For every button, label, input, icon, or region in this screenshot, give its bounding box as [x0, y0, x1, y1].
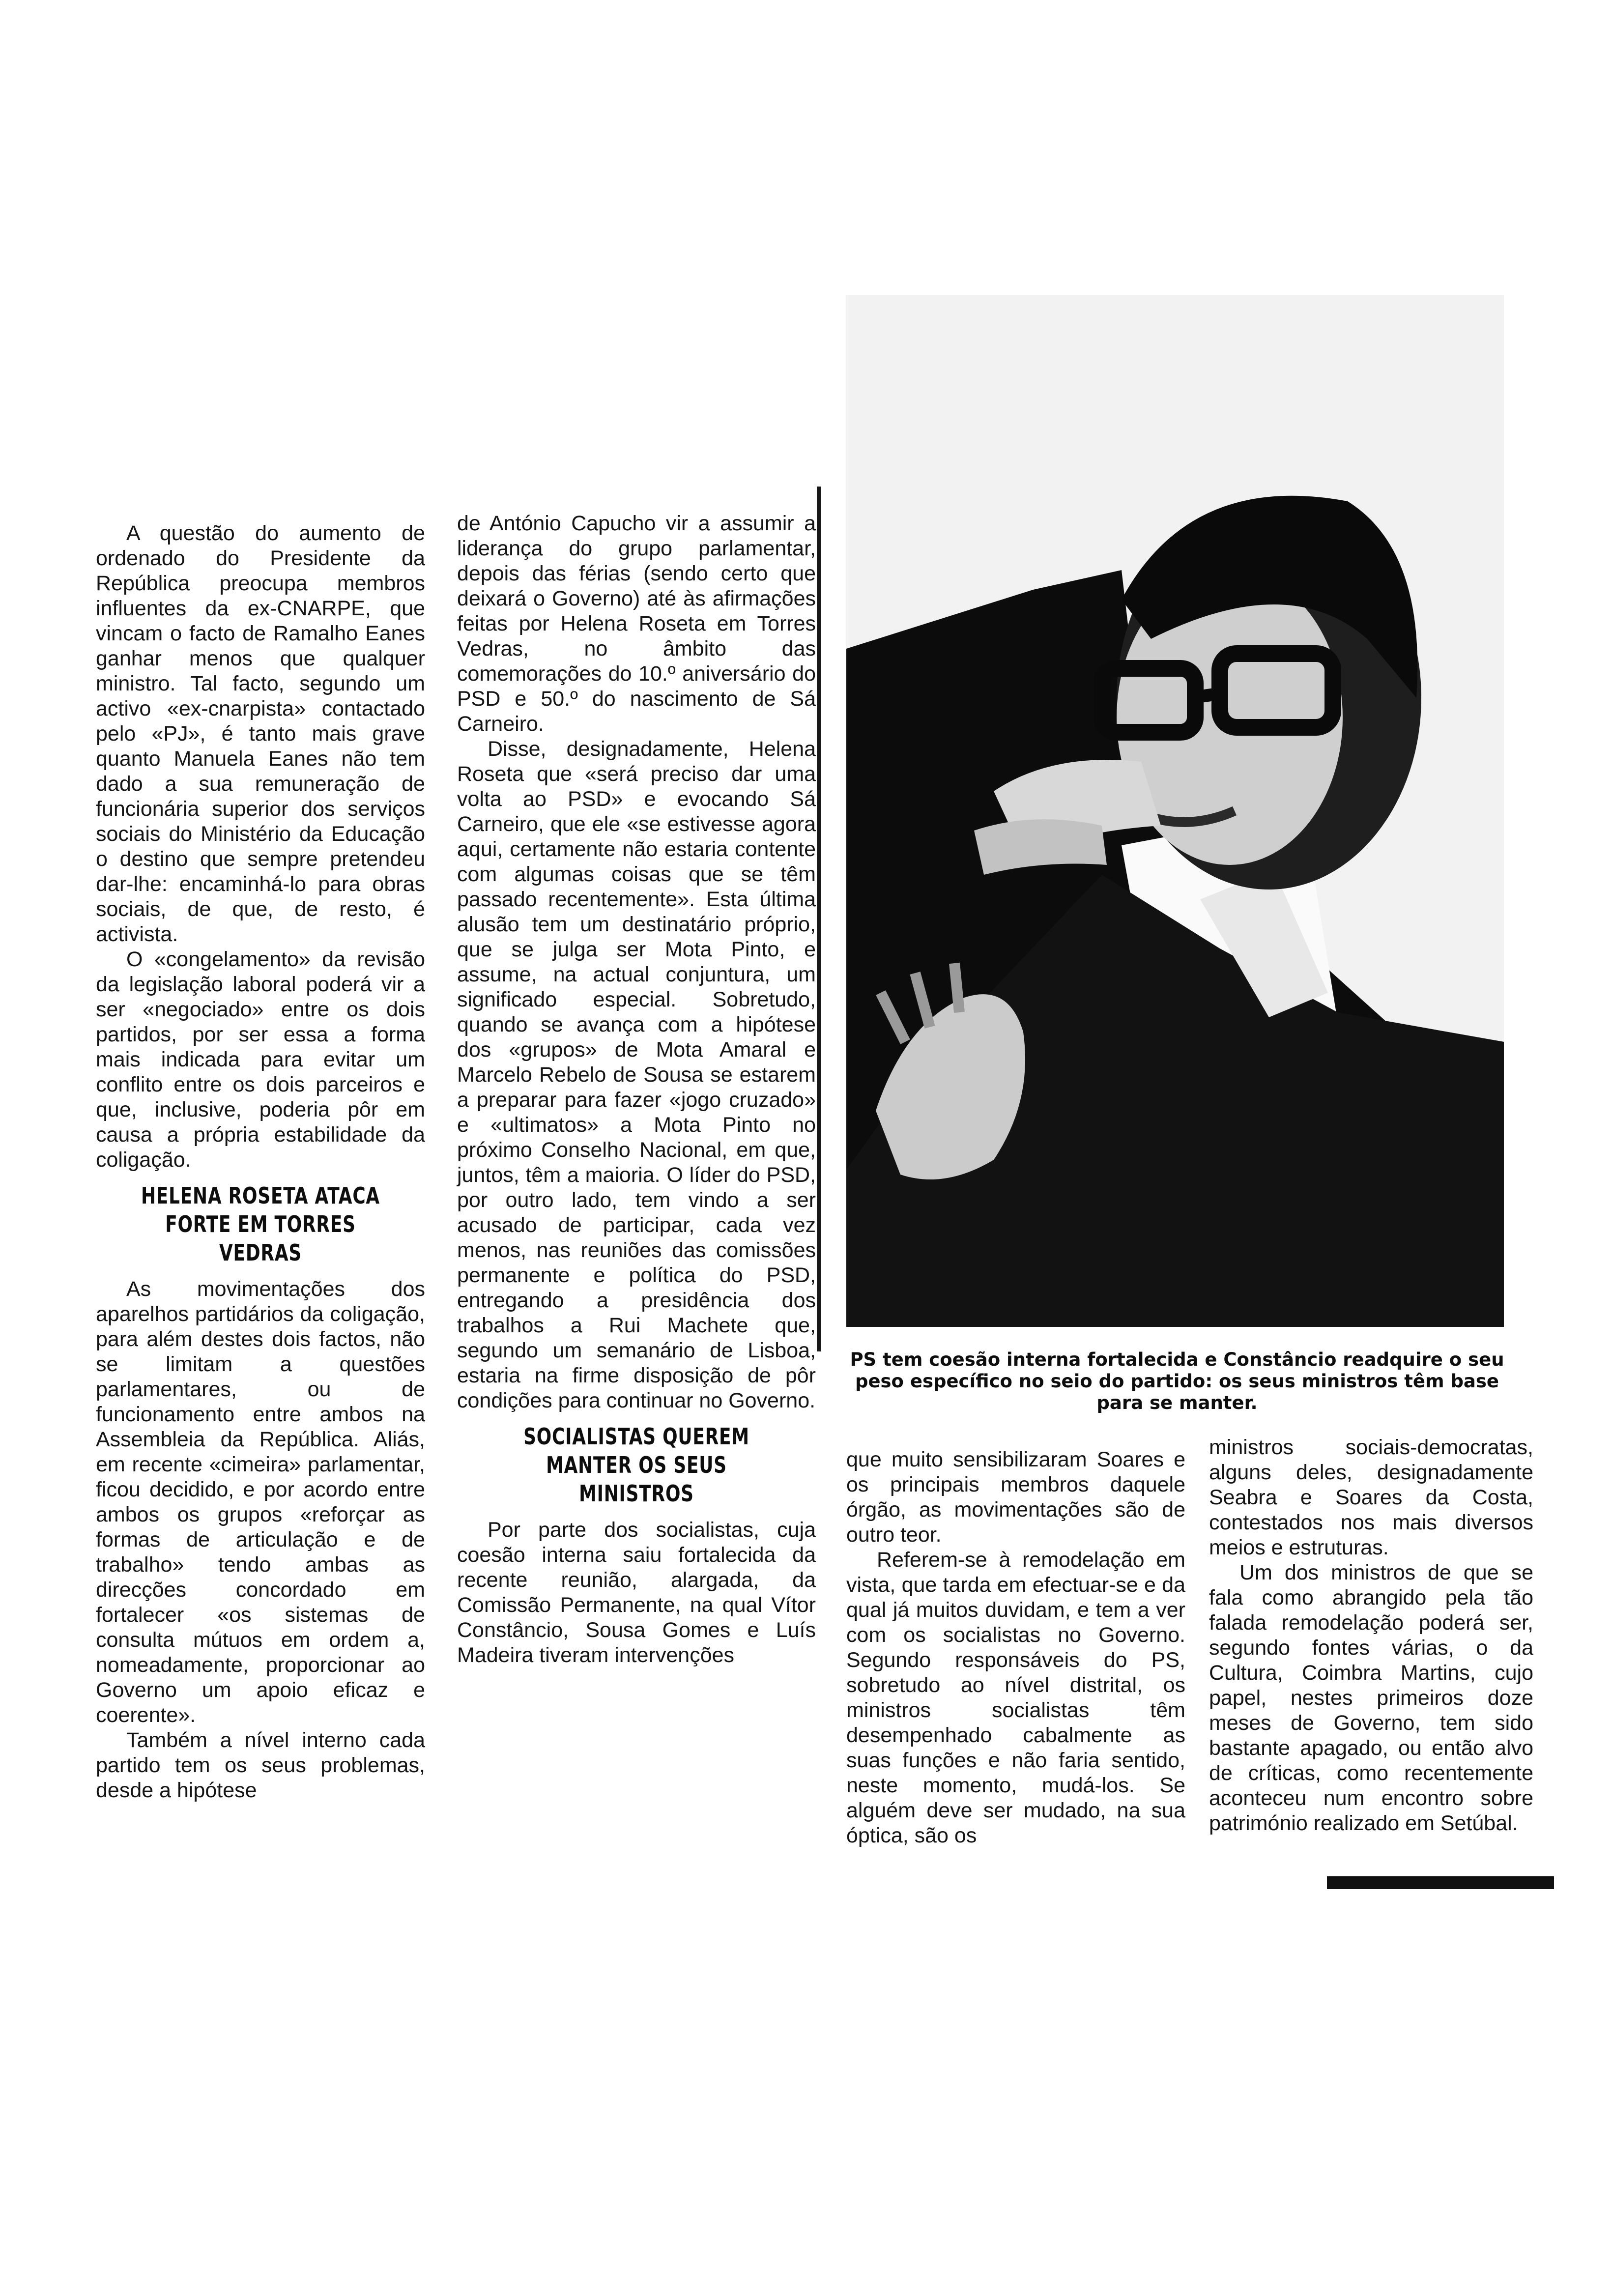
paragraph: A questão do aumento de ordenado do Presidente da República preocupa membros influentes da ex-CNARPE, que vincam o facto de Ramalho Eanes ganhar menos que qualquer ministro. Tal facto, segundo um activo «ex-cnarpista» contactado pelo «PJ», é tanto mais grave quanto Manuela Eanes não tem dado a sua remuneração de funcionária superior dos serviços sociais do Ministério da Educação o destino que sempre pretendeu dar-lhe: encaminhá-lo para obras sociais, de que, de resto, é activista.	[96, 521, 425, 946]
article-end-mark	[1327, 1876, 1554, 1889]
paragraph: As movimentações dos aparelhos partidários da coligação, para além destes dois factos, não se limitam a questões parlamentares, ou de funcionamento entre ambos na Assembleia da República. Aliás, em recente «cimeira» parlamentar, ficou decidido, e por acordo entre ambos os grupos «reforçar as formas de articulação e de trabalho» tendo ambas as direcções concordado em fortalecer «os sistemas de consulta mútuos em ordem a, nomeadamente, proporcionar ao Governo um apoio eficaz e coerente».	[96, 1277, 425, 1727]
paragraph: de António Capucho vir a assumir a liderança do grupo parlamentar, depois das férias (sendo certo que deixará o Governo) até às afirmações feitas por Helena Roseta em Torres Vedras, no âmbito das comemorações do 10.º aniversário do PSD e 50.º do nascimento de Sá Carneiro.	[457, 512, 816, 736]
paragraph: Disse, designadamente, Helena Roseta que «será preciso dar uma volta ao PSD» e evocando Sá Carneiro, que ele «se estivesse agora aqui, certamente não estaria contente com algumas coisas que se têm passado recentemente». Esta última alusão tem um destinatário próprio, que se julga ser Mota Pinto, e assume, na actual conjuntura, um significado especial. Sobretudo, quando se avança com a hipótese dos «grupos» de Mota Amaral e Marcelo Rebelo de Sousa se estarem a preparar para fazer «jogo cruzado» e «ultimatos» a Mota Pinto no próximo Conselho Nacional, em que, juntos, têm a maioria. O líder do PSD, por outro lado, tem vindo a ser acusado de participar, cada vez menos, nas reuniões das comissões permanente e política do PSD, entregando a presidência dos trabalhos a Rui Machete que, segundo um semanário de Lisboa, estaria na firme disposição de pôr condições para continuar no Governo.	[457, 737, 816, 1412]
paragraph: Referem-se à remodelação em vista, que tarda em efectuar-se e da qual já muitos duvidam, e tem a ver com os socialistas no Governo. Segundo responsáveis do PS, sobretudo ao nível distrital, os ministros socialistas têm desempenhado cabalmente as suas funções e não faria sentido, neste momento, mudá-los. Se alguém deve ser mudado, na sua óptica, são os	[846, 1548, 1185, 1847]
paragraph: Um dos ministros de que se fala como abrangido pela tão falada remodelação poderá ser, segundo fontes várias, o da Cultura, Coimbra Martins, cujo papel, nestes primeiros doze meses de Governo, tem sido bastante apagado, ou então alvo de críticas, como recentemente aconteceu num encontro sobre património realizado em Setúbal.	[1209, 1561, 1533, 1835]
subheadline-socialistas: SOCIALISTAS QUEREM MANTER OS SEUS MINISTROS	[523, 1423, 749, 1507]
article-column-2	[457, 511, 816, 1668]
article-column-3	[846, 1447, 1185, 1848]
article-column-1	[96, 521, 425, 1803]
subheadline-helena-roseta: HELENA ROSETA ATACA FORTE EM TORRES VEDRAS	[141, 1182, 380, 1266]
paragraph: que muito sensibilizaram Soares e os principais membros daquele órgão, as movimentações são de outro teor.	[846, 1448, 1185, 1547]
photo-caption: PS tem coesão interna fortalecida e Constâncio readquire o seu peso específico no seio do partido: os seus ministros têm base para se manter.	[850, 1349, 1504, 1413]
paragraph: Também a nível interno cada partido tem os seus problemas, desde a hipótese	[96, 1728, 425, 1802]
paragraph: O «congelamento» da revisão da legislação laboral poderá vir a ser «negociado» entre os dois partidos, por ser essa a forma mais indicada para evitar um conflito entre os dois parceiros e que, inclusive, poderia pôr em causa a própria estabilidade da coligação.	[96, 947, 425, 1172]
paragraph: Por parte dos socialistas, cuja coesão interna saiu fortalecida da recente reunião, alargada, da Comissão Permanente, na qual Vítor Constâncio, Sousa Gomes e Luís Madeira tiveram intervenções	[457, 1518, 816, 1667]
photo-border	[817, 487, 821, 1351]
portrait-illustration	[846, 295, 1504, 1327]
paragraph: ministros sociais-democratas, alguns deles, designadamente Seabra e Soares da Costa, contestados nos mais diversos meios e estruturas.	[1209, 1435, 1533, 1559]
article-column-4	[1209, 1435, 1533, 1836]
portrait-photo	[846, 295, 1504, 1327]
